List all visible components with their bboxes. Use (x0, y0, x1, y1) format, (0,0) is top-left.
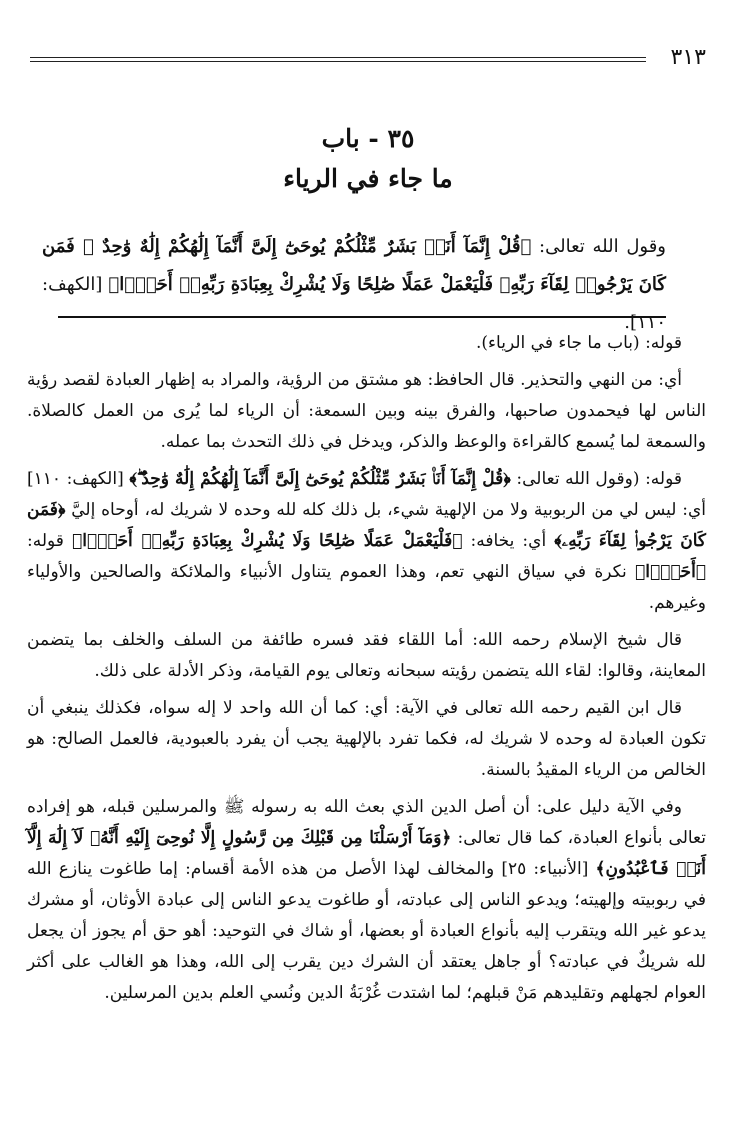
quran-verse: ﴿قُلْ إِنَّمَآ أَنَا۠ بَشَرٌ مِّثْلُكُمْ يُوحَىٰٓ إِلَىَّ أَنَّمَآ إِلَٰهُكُمْ إِلَٰهٌ وَٰحِدٌ ۖ فَمَن كَانَ يَرْجُوا۟ لِقَآءَ رَبِّهِۦ فَلْيَعْمَلْ عَمَلًا صَٰلِحًا وَلَا يُشْرِكْ بِعِبَادَةِ رَبِّهِۦٓ أَحَدًۢا﴾ (42, 236, 666, 295)
commentary-text: نكرة في سياق النهي تعم، وهذا العموم يتناول الأنبياء والملائكة والصالحين والأولياء وغيرهم. (27, 562, 706, 613)
commentary-text: وفي الآية دليل على: أن أصل الدين الذي بعث الله به رسوله ﷺ والمرسلين قبله، هو إفراده تعالى بأنواع العبادة، كما قال تعالى: (27, 797, 706, 848)
running-head (30, 46, 706, 70)
commentary-text: قوله: (27, 531, 72, 551)
main-text-intro: وقول الله تعالى: (531, 236, 666, 257)
commentary-text: أي: من النهي والتحذير. قال الحافظ: هو مشتق من الرؤية، والمراد به إظهار العبادة لقصد رؤية الناس لها فيحمدون صاحبها، والفرق بينه وبين السمعة: أن الرياء لما يُرى من العمل كالصلاة. والسمعة لما يُسمع كالقراءة والوعظ والذكر، ويدخل في ذلك التحدث بما عمله. (27, 370, 706, 452)
separator-rule (58, 316, 666, 318)
chapter-title: ما جاء في الرياء (283, 164, 453, 193)
commentary-text: قوله: (باب ما جاء في الرياء). (476, 333, 682, 353)
quran-quote: ﴿فَلْيَعْمَلْ عَمَلًا صَٰلِحًا وَلَا يُشْرِكْ بِعِبَادَةِ رَبِّهِۦٓ أَحَدًۢا﴾ (72, 531, 463, 551)
commentary (27, 328, 706, 1015)
commentary-text: قوله: (وقول الله تعالى: (510, 469, 682, 489)
commentary-paragraph (27, 792, 706, 1009)
verse-reference: [الكهف: ١١٠]. (42, 274, 666, 333)
quran-quote: ﴿وَمَآ أَرْسَلْنَا مِن قَبْلِكَ مِن رَّسُولٍ إِلَّا نُوحِىٓ إِلَيْهِ أَنَّهُۥ لَآ إِلَٰهَ إِلَّآ أَنَا۠ فَٱعْبُدُونِ﴾ (27, 828, 706, 879)
commentary-paragraph (27, 625, 706, 687)
chapter-number: ٣٥ - باب (321, 124, 415, 153)
quran-quote: ﴿أَحَدًۢا﴾ (635, 562, 706, 582)
commentary-paragraph (27, 328, 706, 359)
commentary-text: قال ابن القيم رحمه الله تعالى في الآية: أي: كما أن الله واحد لا إله سواه، فكذلك ينبغي أن تكون العبادة له وحده لا شريك له، فكما تفرد بالإلهية يجب أن يفرد بالعبودية، فالعمل الصالح: هو الخالص من الرياء المقيدُ بالسنة. (27, 698, 706, 780)
commentary-text: [الأنبياء: ٢٥] والمخالف لهذا الأصل من هذه الأمة أقسام: إما طاغوت ينازع الله في ربوبيته وإلهيته؛ ويدعو الناس إلى عبادته، أو طاغوت يدعو الناس إلى عبادة الأوثان، أو مشرك يدعو غير الله ويتقرب إليه بأنواع العبادة أو بعضها، أو شاك في التوحيد: أهو حق أم يجوز أن يجعل لله شريكٌ في عبادته؟ أو جاهل يعتقد أن الشرك دين يقرب إلى الله، وهذا هو الغالب على أكثر العوام لجهلهم وتقليدهم مَنْ قبلهم؛ لما اشتدت غُرْبَةُ الدين ونُسي العلم بدين المرسلين. (27, 859, 707, 1003)
quran-quote: ﴿فَمَن كَانَ يَرْجُوا۟ لِقَآءَ رَبِّهِۦ﴾ (27, 500, 706, 551)
quran-quote: ﴿قُلْ إِنَّمَآ أَنَا۠ بَشَرٌ مِّثْلُكُمْ يُوحَىٰٓ إِلَىَّ أَنَّمَآ إِلَٰهُكُمْ إِلَٰهٌ وَٰحِدٌ ۖ﴾ (129, 469, 511, 489)
header-double-rule (30, 57, 646, 62)
page-number: ٣١٣ (670, 45, 706, 70)
commentary-paragraph (27, 693, 706, 786)
main-text (42, 228, 666, 342)
commentary-text: [الكهف: ١١٠] أي: ليس لي من الربوبية ولا من الإلهية شيء، بل ذلك كله لله وحده لا شريك له، أوحاه إليَّ (27, 469, 706, 520)
commentary-paragraph (27, 464, 706, 619)
commentary-paragraph (27, 365, 706, 458)
commentary-text: قال شيخ الإسلام رحمه الله: أما اللقاء فقد فسره طائفة من السلف والخلف بما يتضمن المعاينة، وقالوا: لقاء الله يتضمن رؤيته سبحانه وتعالى يوم القيامة، وذكر الأدلة على ذلك. (27, 630, 706, 681)
commentary-text: أي: يخافه: (462, 531, 555, 551)
